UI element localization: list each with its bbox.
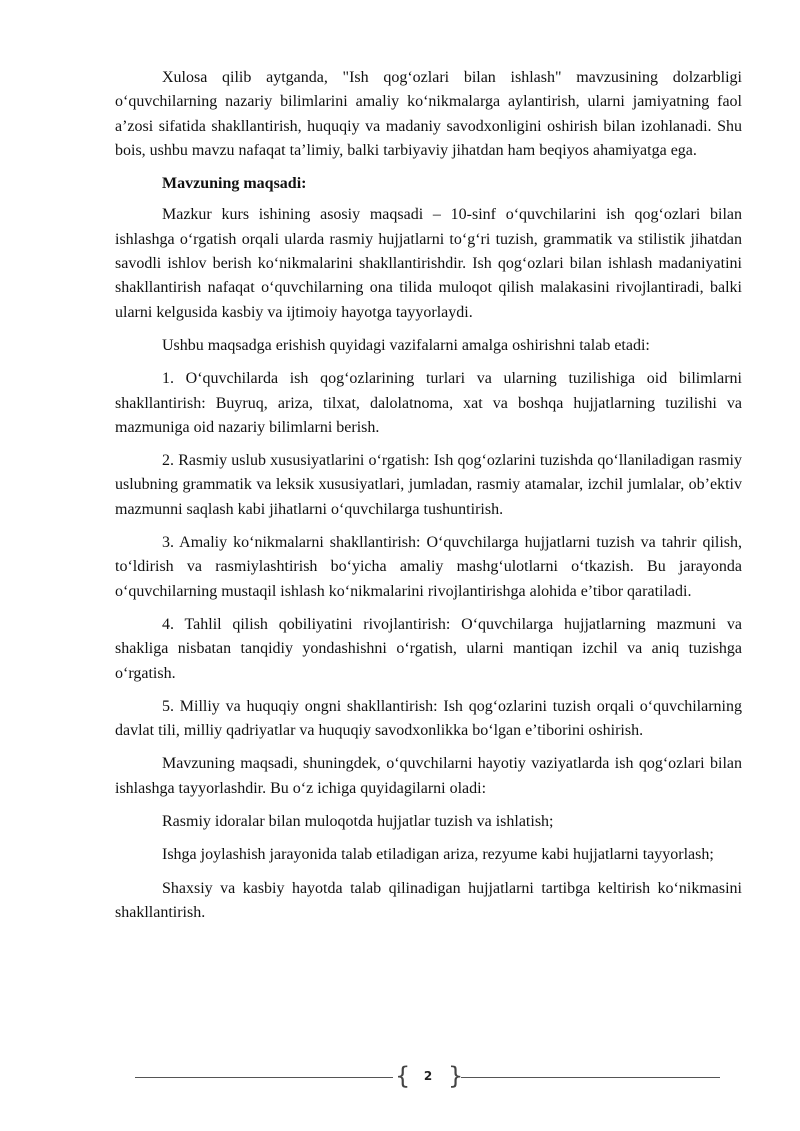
task-item-2: 2. Rasmiy uslub xususiyatlarini o‘rgatish: Ish qog‘ozlarini tuzishda qo‘llaniladigan rasmiy uslubning grammatik va leksik xususiyatlari, jumladan, rasmiy atamalar, izchil jumlalar, ob’ektiv mazmunni saqlash kabi jihatlarni o‘quvchilarga tushuntirish. xyxy=(115,452,742,518)
page-number: 2 xyxy=(423,1069,433,1083)
list-item-employment-documents: Ishga joylashish jarayonida talab etiladigan ariza, rezyume kabi hujjatlarni tayyorlash; xyxy=(162,846,714,864)
task-item-4: 4. Tahlil qilish qobiliyatini rivojlantirish: O‘quvchilarga hujjatlarning mazmuni va shakliga nisbatan tanqidiy yondashishni o‘rgatish, ularni mantiqan izchil va aniq tuzishga o‘rgatish. xyxy=(115,615,742,682)
document-body xyxy=(115,66,742,934)
task-item-3: 3. Amaliy ko‘nikmalarni shakllantirish: O‘quvchilarga hujjatlarni tuzish va tahrir qilish, to‘ldirish va rasmiylashtirish bo‘yicha amaliy mashg‘ulotlarni o‘tkazish. Bu jarayonda o‘quvchilarning mustaqil ishlash ko‘nikmalarini rivojlantirishga alohida e’tibor qaratiladi. xyxy=(115,534,742,600)
page-footer xyxy=(135,1062,720,1092)
list-item-personal-professional: Shaxsiy va kasbiy hayotda talab qilinadigan hujjatlarni tartibga keltirish ko‘nikmasini shakllantirish. xyxy=(115,879,742,921)
list-item-official-communication: Rasmiy idoralar bilan muloqotda hujjatlar tuzish va ishlatish; xyxy=(162,813,554,831)
task-item-1: 1. O‘quvchilarda ish qog‘ozlarining turlari va ularning tuzilishiga oid bilimlarni shakllantirish: Buyruq, ariza, tilxat, dalolatnoma, xat va boshqa hujjatlarning tuzilishi va mazmuniga oid nazariy bilimlarni berish. xyxy=(115,370,742,436)
task-item-5: 5. Milliy va huquqiy ongni shakllantirish: Ish qog‘ozlarini tuzish orqali o‘quvchilarning davlat tili, milliy qadriyatlar va huquqiy savodxonlikka bo‘lgan e’tiborini oshirish. xyxy=(115,697,742,740)
footer-divider-right xyxy=(461,1077,720,1078)
conclusion-paragraph: Xulosa qilib aytganda, "Ish qog‘ozlari bilan ishlash" mavzusining dolzarbligi o‘quvchilarning nazariy bilimlarini amaliy ko‘nikmalarga aylantirish, ularni jamiyatning faol a’zosi sifatida shakllantirish, huquqiy va madaniy savodxonligini oshirish bilan izohlanadi. Shu bois, ushbu mavzu nafaqat ta’limiy, balki tarbiyaviy jihatdan ham beqiyos ahamiyatga ega. xyxy=(115,69,742,159)
left-brace-ornament: { xyxy=(395,1062,411,1090)
footer-divider-left xyxy=(135,1077,393,1078)
right-brace-ornament: } xyxy=(448,1062,464,1090)
tasks-intro-paragraph: Ushbu maqsadga erishish quyidagi vazifalarni amalga oshirishni talab etadi: xyxy=(162,336,650,354)
goal-paragraph: Mazkur kurs ishining asosiy maqsadi – 10-sinf o‘quvchilarini ish qog‘ozlari bilan ishlashga o‘rgatish orqali ularda rasmiy hujjatlarni to‘g‘ri tuzish, grammatik va stilistik jihatdan savodli ishlov berish ko‘nikmalarini shakllantirishdir. Ish qog‘ozlari bilan ishlash madaniyatini shakllantirish nafaqat o‘quvchilarning ona tilida muloqot qilish malakasini rivojlantiradi, balki ularni kelgusida kasbiy va ijtimoiy hayotga tayyorlaydi. xyxy=(115,206,742,321)
section-heading-goal: Mavzuning maqsadi: xyxy=(162,175,307,193)
goal-summary-paragraph: Mavzuning maqsadi, shuningdek, o‘quvchilarni hayotiy vaziyatlarda ish qog‘ozlari bilan ishlashga tayyorlashdir. Bu o‘z ichiga quyidagilarni oladi: xyxy=(115,755,742,797)
